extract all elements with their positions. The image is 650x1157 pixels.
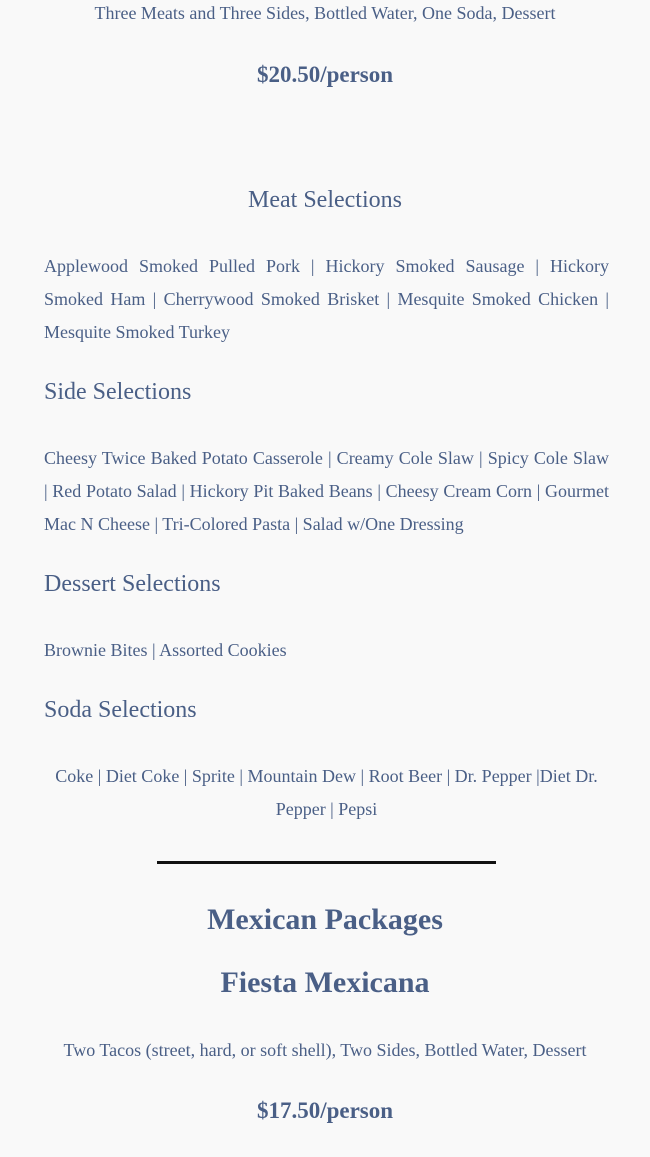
dessert-selections-heading: Dessert Selections: [44, 571, 221, 597]
bbq-package-price: $20.50/person: [256, 62, 394, 87]
dessert-selections-list: Brownie Bites | Assorted Cookies: [44, 640, 287, 660]
meat-selections-heading: Meat Selections: [248, 187, 402, 213]
fiesta-mexicana-price: $17.50/person: [256, 1098, 394, 1123]
mexican-packages-title: Mexican Packages: [207, 903, 443, 936]
side-selections-list: Cheesy Twice Baked Potato Casserole | Creamy Cole Slaw | Spicy Cole Slaw | Red Potato Salad | Hickory Pit Baked Beans | Cheesy Cream Corn | Gourmet Mac N Cheese | Tri-Colored Pasta | Salad w/One Dressing: [44, 448, 609, 534]
bbq-package-description: Three Meats and Three Sides, Bottled Water, One Soda, Dessert: [94, 3, 556, 23]
meat-selections-list: Applewood Smoked Pulled Pork | Hickory Smoked Sausage | Hickory Smoked Ham | Cherrywood Smoked Brisket | Mesquite Smoked Chicken | Mesquite Smoked Turkey: [44, 256, 609, 342]
soda-selections-heading: Soda Selections: [44, 697, 197, 723]
soda-selections-list: Coke | Diet Coke | Sprite | Mountain Dew | Root Beer | Dr. Pepper |Diet Dr. Pepper | Pepsi: [55, 766, 598, 819]
section-divider: [157, 861, 496, 864]
fiesta-mexicana-title: Fiesta Mexicana: [220, 966, 430, 999]
fiesta-mexicana-description: Two Tacos (street, hard, or soft shell), Two Sides, Bottled Water, Dessert: [63, 1040, 587, 1060]
side-selections-heading: Side Selections: [44, 379, 192, 405]
